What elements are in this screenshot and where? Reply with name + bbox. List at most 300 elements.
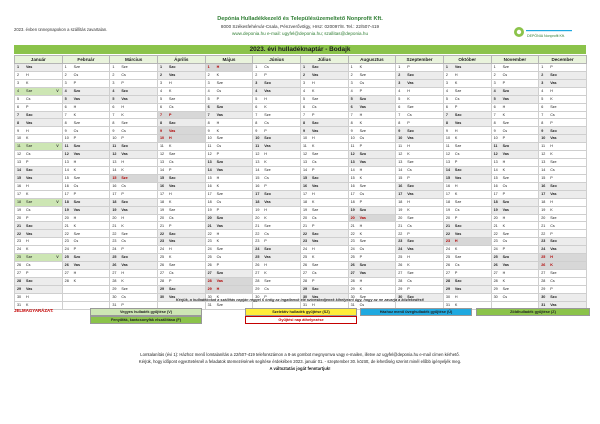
weekday: Cs xyxy=(26,263,31,268)
day-number: 30 xyxy=(207,294,212,299)
day-number: 2 xyxy=(302,73,305,78)
weekday: P xyxy=(73,81,77,85)
day-number: 10 xyxy=(159,136,165,141)
day-cell xyxy=(491,143,539,151)
weekday: P xyxy=(216,207,220,212)
weekday: Szo xyxy=(168,65,176,70)
weekday: H xyxy=(407,199,410,204)
day-cell xyxy=(443,135,491,143)
day-number: 20 xyxy=(302,215,308,220)
weekday: Sze xyxy=(73,120,81,125)
day-number: 18 xyxy=(541,199,546,204)
day-cell xyxy=(396,166,444,174)
day-number: 28 xyxy=(350,279,355,284)
day-number: 27 xyxy=(302,271,308,276)
weekday: P xyxy=(502,81,506,85)
day-number: 29 xyxy=(350,286,355,291)
day-number: 31 xyxy=(17,302,22,307)
day-cell xyxy=(396,143,444,151)
day-number: 18 xyxy=(112,199,117,204)
day-cell xyxy=(300,111,348,119)
weekday: K xyxy=(502,223,506,228)
day-cell xyxy=(443,198,491,206)
day-cell xyxy=(253,198,301,206)
weekday: Vas xyxy=(550,191,557,196)
weekday: H xyxy=(216,286,220,291)
day-number: 23 xyxy=(64,239,69,244)
day-cell xyxy=(157,166,205,174)
day-number: 16 xyxy=(64,183,69,188)
day-number: 26 xyxy=(350,263,355,268)
day-cell xyxy=(157,111,205,119)
weekday: K xyxy=(454,247,458,252)
weekday: K xyxy=(121,168,124,173)
day-number: 3 xyxy=(17,81,20,85)
weekday: Vas xyxy=(550,81,557,85)
weekday: Cs xyxy=(454,152,460,157)
day-number: 27 xyxy=(493,271,498,276)
day-cell xyxy=(396,64,444,72)
day-number: 4 xyxy=(302,88,305,93)
month-header: Január xyxy=(15,56,63,64)
weekday: H xyxy=(168,247,172,252)
day-number: 26 xyxy=(398,263,403,268)
day-cell xyxy=(62,64,110,72)
day-cell xyxy=(396,277,444,285)
collection-tag: V xyxy=(56,88,59,93)
weekday: Cs xyxy=(407,168,412,173)
day-cell xyxy=(110,111,158,119)
weekday: P xyxy=(73,136,77,141)
weekday: Szo xyxy=(359,207,367,212)
day-cell xyxy=(110,143,158,151)
weekday: H xyxy=(502,104,506,109)
day-cell xyxy=(205,190,253,198)
weekday: Sze xyxy=(216,247,223,252)
day-cell xyxy=(205,262,253,270)
day-cell xyxy=(300,151,348,159)
day-number: 22 xyxy=(255,231,260,236)
day-number: 6 xyxy=(255,104,258,109)
calendar-row xyxy=(15,285,587,293)
day-number: 3 xyxy=(302,81,305,85)
day-number: 6 xyxy=(493,104,496,109)
weekday: Szo xyxy=(168,176,176,181)
weekday: K xyxy=(359,65,363,70)
weekday: H xyxy=(454,183,458,188)
day-cell xyxy=(205,159,253,167)
day-cell xyxy=(348,151,396,159)
calendar-row xyxy=(15,254,587,262)
day-number: 11 xyxy=(159,144,164,149)
calendar-row xyxy=(15,166,587,174)
day-cell xyxy=(205,182,253,190)
collection-note: Kérjük, a hulladékokat a szállítás napján reggel 6 óráig az ingatlanok elé szíveskedjenek kihelyezni úgy, hogy az ne zavarja a közlekedést! xyxy=(175,298,425,302)
day-cell xyxy=(300,214,348,222)
day-number: 9 xyxy=(302,128,305,133)
weekday: K xyxy=(216,128,220,133)
weekday: P xyxy=(359,255,363,260)
day-cell xyxy=(253,262,301,270)
day-number: 31 xyxy=(445,302,451,307)
day-cell xyxy=(539,198,587,206)
weekday: P xyxy=(216,263,220,268)
day-cell xyxy=(157,254,205,262)
day-cell xyxy=(110,119,158,127)
day-cell xyxy=(157,135,205,143)
document-header xyxy=(0,0,600,46)
day-number: 12 xyxy=(17,152,22,157)
day-cell xyxy=(157,103,205,111)
weekday: Cs xyxy=(502,128,508,133)
day-number: 9 xyxy=(112,128,115,133)
weekday: Szo xyxy=(550,239,557,244)
day-number: 29 xyxy=(493,286,498,291)
day-cell xyxy=(205,214,253,222)
day-number: 13 xyxy=(64,160,69,165)
weekday: Sze xyxy=(311,96,319,101)
day-cell xyxy=(539,182,587,190)
day-number: 1 xyxy=(112,65,115,70)
collection-tag: V xyxy=(56,199,59,204)
day-cell xyxy=(62,103,110,111)
weekday: Vas xyxy=(264,88,271,93)
day-number: 1 xyxy=(159,65,163,70)
day-cell xyxy=(253,174,301,182)
weekday: Vas xyxy=(311,183,319,188)
day-number: 13 xyxy=(445,160,451,165)
weekday: Sze xyxy=(26,144,33,149)
day-number: 22 xyxy=(350,231,355,236)
day-number: 13 xyxy=(255,160,260,165)
day-number: 17 xyxy=(159,191,165,196)
day-number: 5 xyxy=(398,96,401,101)
legend-item: Vegyes hulladék gyűjtése (V) xyxy=(90,308,202,316)
day-cell xyxy=(348,182,396,190)
day-cell xyxy=(539,214,587,222)
day-cell xyxy=(539,285,587,293)
day-cell xyxy=(300,166,348,174)
day-number: 24 xyxy=(207,247,212,252)
day-cell xyxy=(15,238,63,246)
day-cell xyxy=(253,222,301,230)
weekday: Vas xyxy=(121,263,128,268)
weekday: H xyxy=(502,271,506,276)
weekday: Szo xyxy=(264,136,271,141)
day-cell xyxy=(348,254,396,262)
weekday: Sze xyxy=(407,271,414,276)
day-cell xyxy=(62,269,110,277)
weekday: Cs xyxy=(407,223,412,228)
weekday: Szo xyxy=(264,81,271,85)
weekday: P xyxy=(311,168,315,173)
day-cell xyxy=(443,87,491,95)
day-number: 12 xyxy=(541,152,546,157)
day-cell xyxy=(348,198,396,206)
weekday: Szo xyxy=(26,112,33,117)
day-cell xyxy=(539,166,587,174)
weekday: K xyxy=(73,223,77,228)
day-number: 12 xyxy=(159,152,165,157)
day-number: 28 xyxy=(112,279,117,284)
day-cell xyxy=(110,206,158,214)
calendar-row xyxy=(15,119,587,127)
day-cell xyxy=(443,95,491,103)
weekday: K xyxy=(407,152,410,157)
day-cell xyxy=(253,64,301,72)
weekday: H xyxy=(216,231,220,236)
day-number: 9 xyxy=(17,128,20,133)
weekday: Sze xyxy=(454,255,462,260)
weekday: Szo xyxy=(264,191,271,196)
day-number: 16 xyxy=(112,183,117,188)
weekday: Vas xyxy=(311,239,319,244)
day-cell xyxy=(491,198,539,206)
weekday: Sze xyxy=(264,112,271,117)
day-number: 20 xyxy=(17,215,22,220)
weekday: Vas xyxy=(502,96,509,101)
weekday: Vas xyxy=(26,231,33,236)
day-number: 1 xyxy=(493,65,496,70)
weekday: K xyxy=(359,231,363,236)
weekday: P xyxy=(168,279,172,284)
day-number: 11 xyxy=(350,144,355,149)
weekday: Szo xyxy=(407,128,414,133)
day-cell xyxy=(15,127,63,135)
day-cell xyxy=(539,222,587,230)
day-number: 19 xyxy=(350,207,355,212)
day-cell xyxy=(110,182,158,190)
day-cell xyxy=(157,64,205,72)
day-number: 9 xyxy=(64,128,67,133)
weekday: Szo xyxy=(407,73,414,78)
day-number: 17 xyxy=(541,191,546,196)
day-cell xyxy=(443,262,491,270)
weekday: P xyxy=(550,231,553,236)
calendar-row xyxy=(15,238,587,246)
day-number: 22 xyxy=(207,231,212,236)
weekday: Sze xyxy=(550,271,557,276)
day-number: 13 xyxy=(493,160,498,165)
day-cell xyxy=(443,159,491,167)
weekday: Vas xyxy=(407,136,414,141)
weekday: K xyxy=(311,88,315,93)
day-number: 12 xyxy=(207,152,212,157)
day-cell xyxy=(396,87,444,95)
weekday: P xyxy=(264,128,267,133)
weekday: K xyxy=(502,279,506,284)
weekday: Vas xyxy=(550,136,557,141)
day-cell xyxy=(348,135,396,143)
day-number: 18 xyxy=(398,199,403,204)
day-cell xyxy=(348,79,396,87)
day-cell xyxy=(539,71,587,79)
day-cell xyxy=(15,71,63,79)
day-number: 18 xyxy=(302,199,308,204)
weekday: Szo xyxy=(264,247,271,252)
day-cell xyxy=(300,246,348,254)
day-number: 6 xyxy=(398,104,401,109)
day-cell xyxy=(253,111,301,119)
day-cell xyxy=(300,135,348,143)
day-number: 21 xyxy=(207,223,212,228)
day-number: 26 xyxy=(302,263,308,268)
weekday: Szo xyxy=(73,144,81,149)
weekday: Szo xyxy=(407,294,414,299)
month-header: November xyxy=(491,56,539,64)
day-number: 14 xyxy=(350,168,355,173)
day-number: 3 xyxy=(255,81,258,85)
day-cell xyxy=(157,71,205,79)
calendar-row xyxy=(15,151,587,159)
weekday: Szo xyxy=(550,73,557,78)
day-number: 14 xyxy=(255,168,260,173)
weekday: H xyxy=(73,160,77,165)
weekday: Vas xyxy=(168,183,176,188)
company-address: 8000 Székesfehérvár-Csala, Pénzverővölgy, Hrsz: 020097/8. Tel.: 22/507-419 xyxy=(220,24,380,29)
day-number: 19 xyxy=(541,207,546,212)
weekday: Szo xyxy=(502,88,510,93)
day-cell xyxy=(491,159,539,167)
day-number: 3 xyxy=(493,81,496,85)
day-number: 2 xyxy=(445,73,448,78)
day-cell xyxy=(300,198,348,206)
weekday: Vas xyxy=(73,152,81,157)
weekday: Cs xyxy=(26,207,31,212)
weekday: K xyxy=(168,199,172,204)
weekday: Szo xyxy=(168,286,176,291)
day-number: 2 xyxy=(159,73,163,78)
day-number: 28 xyxy=(159,279,165,284)
day-number: 25 xyxy=(255,255,260,260)
weekday: Sze xyxy=(454,88,462,93)
weekday: K xyxy=(216,239,220,244)
weekday: K xyxy=(26,81,29,85)
day-number: 15 xyxy=(255,176,260,181)
weekday: K xyxy=(359,120,363,125)
day-number: 18 xyxy=(445,199,451,204)
weekday: Sze xyxy=(26,255,33,260)
day-cell xyxy=(443,277,491,285)
day-cell xyxy=(62,166,110,174)
day-number: 17 xyxy=(255,191,260,196)
weekday: Vas xyxy=(311,128,319,133)
legend-item: Gyűjtési nap áthelyezése xyxy=(245,316,357,324)
day-number: 7 xyxy=(207,112,210,117)
day-cell xyxy=(15,174,63,182)
day-cell xyxy=(443,230,491,238)
day-number: 8 xyxy=(302,120,305,125)
day-number: 26 xyxy=(541,263,546,268)
day-number: 14 xyxy=(207,168,212,173)
day-number: 21 xyxy=(159,223,165,228)
day-cell xyxy=(157,143,205,151)
weekday: Cs xyxy=(502,183,508,188)
day-cell xyxy=(110,166,158,174)
day-number: 1 xyxy=(350,65,353,70)
calendar-row xyxy=(15,174,587,182)
day-cell xyxy=(15,190,63,198)
weekday: Szo xyxy=(454,168,462,173)
weekday: Vas xyxy=(454,176,462,181)
day-number: 6 xyxy=(541,104,544,109)
day-number: 6 xyxy=(159,104,163,109)
day-number: 25 xyxy=(302,255,308,260)
day-cell xyxy=(157,246,205,254)
day-cell xyxy=(62,262,110,270)
day-number: 7 xyxy=(541,112,544,117)
day-number: 31 xyxy=(207,302,212,307)
day-cell xyxy=(205,119,253,127)
day-number: 2 xyxy=(112,73,115,78)
day-cell xyxy=(15,103,63,111)
day-cell xyxy=(348,143,396,151)
day-number: 24 xyxy=(112,247,117,252)
day-cell xyxy=(205,198,253,206)
day-number: 10 xyxy=(255,136,260,141)
day-cell xyxy=(253,269,301,277)
day-number: 19 xyxy=(207,207,212,212)
day-number: 4 xyxy=(445,88,448,93)
day-number: 13 xyxy=(112,160,117,165)
day-cell xyxy=(491,238,539,246)
weekday: Sze xyxy=(407,104,414,109)
weekday: Szo xyxy=(311,231,319,236)
weekday: Vas xyxy=(550,247,557,252)
weekday: Sze xyxy=(502,286,509,291)
day-cell xyxy=(443,119,491,127)
weekday: H xyxy=(407,144,410,149)
day-cell xyxy=(491,119,539,127)
weekday: K xyxy=(216,183,220,188)
weekday: Szo xyxy=(311,65,319,70)
day-number: 3 xyxy=(112,81,115,85)
day-cell xyxy=(348,230,396,238)
page-title: 2023. évi hulladéknaptár - Bodajk xyxy=(14,45,586,54)
day-cell xyxy=(205,206,253,214)
day-number: 19 xyxy=(445,207,451,212)
collection-tag: V xyxy=(56,255,59,260)
weekday: K xyxy=(168,144,172,149)
weekday: H xyxy=(311,136,315,141)
weekday: K xyxy=(550,152,553,157)
weekday: K xyxy=(121,223,124,228)
day-cell xyxy=(62,119,110,127)
day-cell xyxy=(443,64,491,72)
weekday: Vas xyxy=(359,215,366,220)
day-number: 28 xyxy=(64,279,69,284)
day-cell xyxy=(110,79,158,87)
day-cell xyxy=(300,190,348,198)
day-cell xyxy=(396,262,444,270)
calendar-row xyxy=(15,198,587,206)
day-cell xyxy=(539,230,587,238)
day-number: 25 xyxy=(112,255,117,260)
day-cell xyxy=(539,127,587,135)
weekday: P xyxy=(26,215,29,220)
weekday: Cs xyxy=(264,286,269,291)
calendar-row xyxy=(15,127,587,135)
weekday: Cs xyxy=(359,136,365,141)
day-cell xyxy=(62,151,110,159)
day-number: 19 xyxy=(255,207,260,212)
day-cell xyxy=(443,79,491,87)
weekday: P xyxy=(407,286,410,291)
day-cell xyxy=(62,206,110,214)
day-number: 29 xyxy=(207,286,212,291)
day-number: 7 xyxy=(159,112,163,117)
day-number: 31 xyxy=(302,302,308,307)
